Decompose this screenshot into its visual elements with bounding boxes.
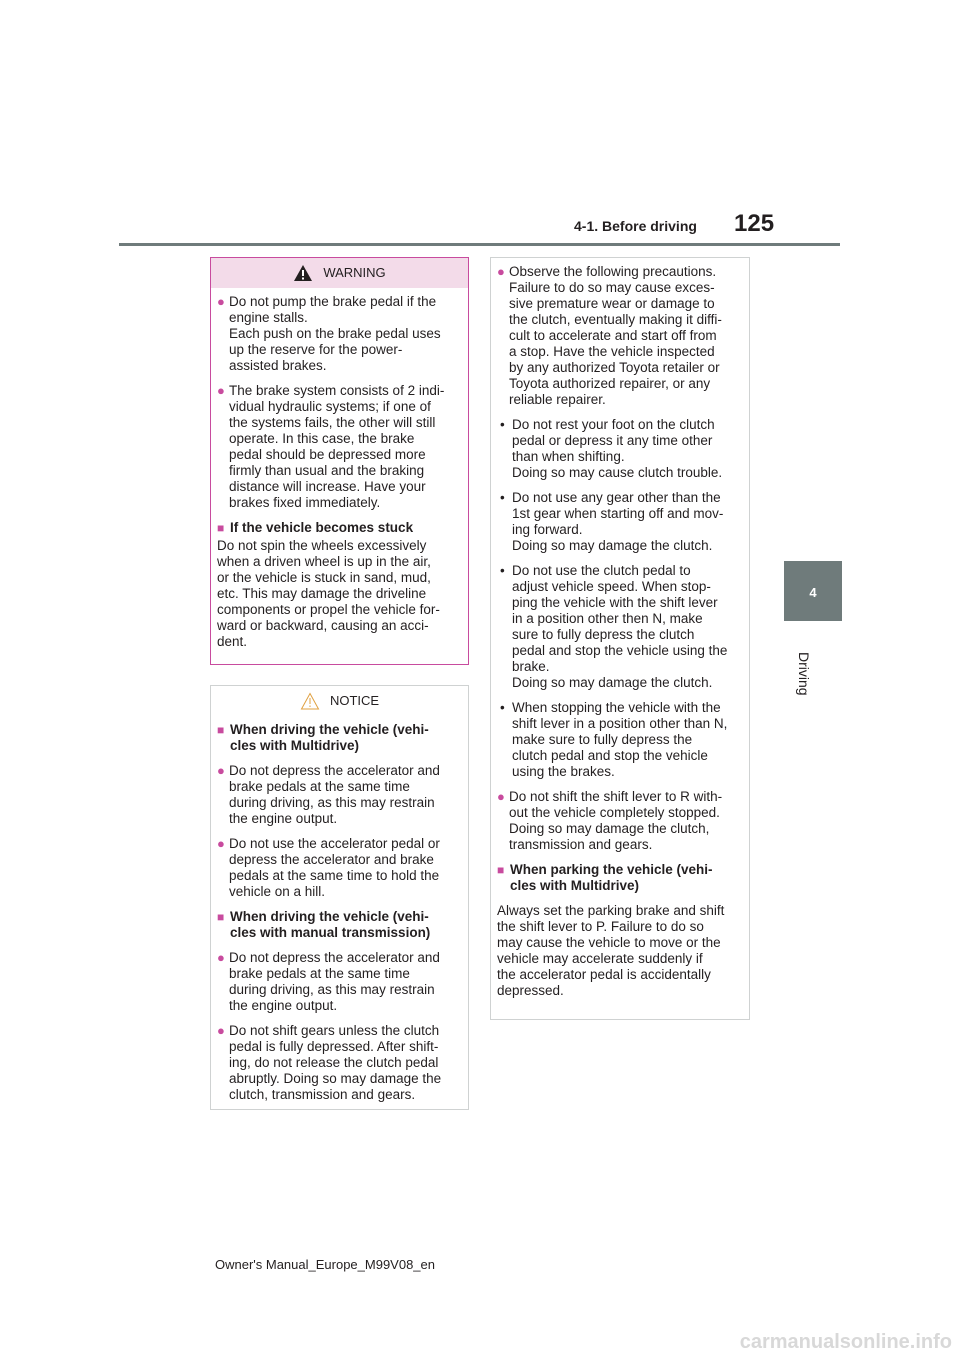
chapter-label: Driving [796,652,812,696]
header-rule [119,243,840,246]
bullet-circle-icon: ● [497,789,505,804]
warning-header [211,258,468,288]
caution-triangle-icon [300,692,320,710]
list-item: • When stopping the vehicle with the shift lever in a position other than N, make sure to fully depress the clutch pedal and stop the vehicle using the brakes. [500,700,728,779]
bullet-dot-icon: • [500,700,505,715]
chapter-tab [784,561,842,621]
list-item: • Do not use any gear other than the 1st gear when starting off and mov- ing forward. Doing so may damage the clutch. [500,490,724,553]
list-item: ● The brake system consists of 2 indi- vidual hydraulic systems; if one of the systems fails, the other will still operate. In this case, the brake pedal should be depressed more firmly than usual and the braking distance will increase. Have your brakes fixed immediately. [217,383,445,510]
subheading: ■ When driving the vehicle (vehi- cles with manual transmission) [217,909,431,940]
bullet-square-icon: ■ [217,910,225,924]
bullet-circle-icon: ● [217,950,225,965]
notice-title: NOTICE [329,693,380,708]
list-item: ● Do not shift gears unless the clutch pedal is fully depressed. After shift- ing, do not release the clutch pedal abruptly. Doing so may damage the clutch, transmission and gears. [217,1023,442,1102]
list-item: ● Do not depress the accelerator and brake pedals at the same time during driving, as this may restrain the engine output. [217,763,440,826]
bullet-circle-icon: ● [217,1023,225,1038]
list-item: ● Observe the following precautions. Failure to do so may cause exces- sive premature wear or damage to the clutch, eventually making it diffi- cult to accelerate and start off from a stop. Have the vehicle inspected by any authorized Toyota retailer or Toyota authorized repairer, or any reliable repairer. [497,264,722,407]
bullet-circle-icon: ● [497,264,505,279]
bullet-square-icon: ■ [497,863,505,877]
list-item: ● Do not depress the accelerator and brake pedals at the same time during driving, as this may restrain the engine output. [217,950,440,1013]
bullet-square-icon: ■ [217,521,225,535]
notice-box [210,685,469,1110]
watermark: carmanualsonline.info [739,1331,952,1353]
notice-header [211,686,468,716]
footer-text: Owner's Manual_Europe_M99V08_en [214,1257,435,1272]
warning-title: WARNING [323,265,386,280]
list-item: ● Do not pump the brake pedal if the engine stalls. Each push on the brake pedal uses up the reserve for the power- assisted brakes. [217,294,441,373]
bullet-circle-icon: ● [217,383,225,398]
list-item: • Do not rest your foot on the clutch pedal or depress it any time other than when shifting. Doing so may cause clutch trouble. [500,417,723,480]
chapter-number: 4 [809,585,817,600]
page-number: 125 [734,210,775,237]
bullet-dot-icon: • [500,490,505,505]
notice-continued-box [490,257,750,1020]
list-item: ● Do not use the accelerator pedal or depress the accelerator and brake pedals at the same time to hold the vehicle on a hill. [217,836,440,899]
section-title: 4-1. Before driving [574,218,697,234]
subheading: ■ When parking the vehicle (vehi- cles with Multidrive) [497,862,713,893]
bullet-circle-icon: ● [217,294,225,309]
paragraph: Always set the parking brake and shift the shift lever to P. Failure to do so may cause the vehicle to move or the vehicle may accelerate suddenly if the accelerator pedal is accidentally depressed. [497,903,725,998]
warning-box [210,257,469,665]
bullet-circle-icon: ● [217,836,225,851]
warning-triangle-icon [293,264,313,282]
list-item: ● Do not shift the shift lever to R with- out the vehicle completely stopped. Doing so may damage the clutch, transmission and gears. [497,789,723,852]
paragraph: Do not spin the wheels excessively when a driven wheel is up in the air, or the vehicle is stuck in sand, mud, etc. This may damage the driveline components or propel the vehicle for- ward or backward, causing an acci- dent. [217,538,440,649]
bullet-dot-icon: • [500,563,505,578]
subheading: ■ If the vehicle becomes stuck [217,520,414,535]
bullet-dot-icon: • [500,417,505,432]
bullet-square-icon: ■ [217,723,225,737]
list-item: • Do not use the clutch pedal to adjust vehicle speed. When stop- ping the vehicle with the shift lever in a position other then N, make sure to fully depress the clutch pedal and stop the vehicle using the brake. Doing so may damage the clutch. [500,563,728,690]
subheading: ■ When driving the vehicle (vehi- cles with Multidrive) [217,722,429,753]
bullet-circle-icon: ● [217,763,225,778]
